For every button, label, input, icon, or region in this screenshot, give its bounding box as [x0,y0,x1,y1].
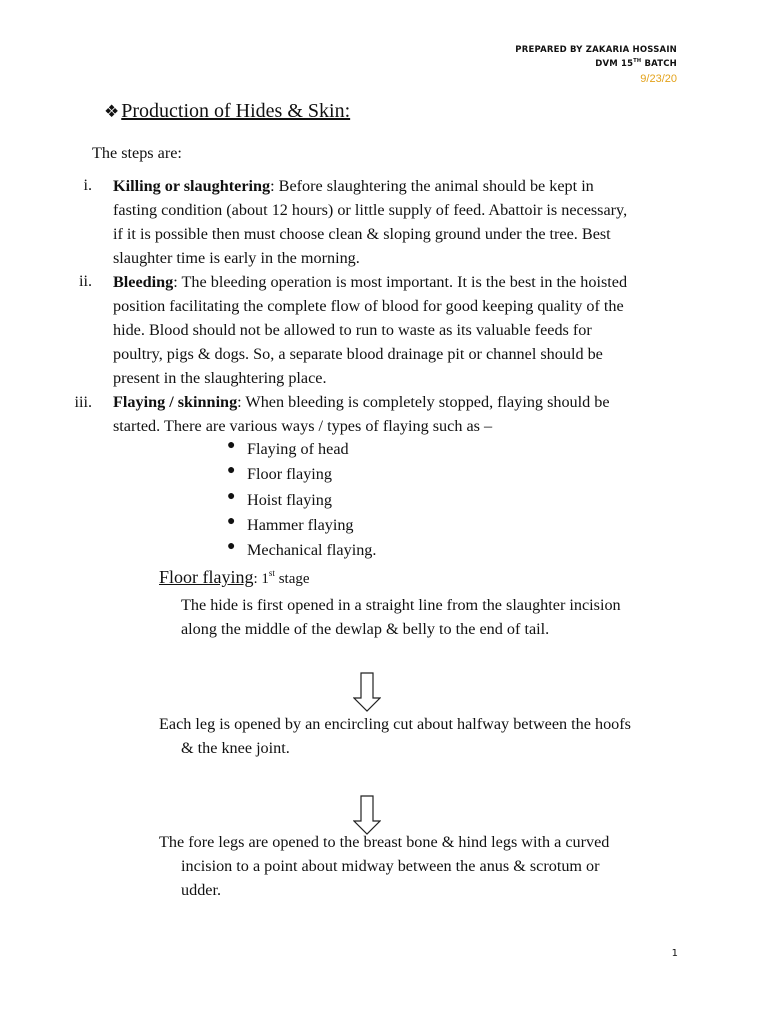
list-item [227,489,332,510]
step-text: : Before slaughtering the animal should be kept in [270,177,594,195]
step-numeral: ii. [78,272,92,290]
step-line: slaughter time is early in the morning. [113,249,360,267]
batch-line [595,58,677,69]
bullet-dot-icon: ● [227,514,236,529]
step-line: fasting condition (about 12 hours) or little supply of feed. Abattoir is necessary, [113,201,628,219]
step-line: hide. Blood should not be allowed to run to waste as its valuable feeds for [113,321,592,339]
batch-prefix: DVM 15 [595,58,634,69]
down-arrow-icon [353,795,381,835]
step-term: Bleeding [113,273,174,291]
list-item [227,438,349,459]
list-item-text: Hoist flaying [247,491,332,509]
batch-suffix: BATCH [641,58,677,69]
list-item-text: Mechanical flaying. [247,541,377,559]
header-date: 9/23/20 [640,73,677,85]
flaying-step-line: udder. [181,881,222,899]
flaying-step-line: The fore legs are opened to the breast bone & hind legs with a curved [159,833,610,851]
step-line [113,270,627,294]
bullet-dot-icon: ● [227,463,236,478]
bullet-dot-icon: ● [227,539,236,554]
stage-sup: st [268,568,275,578]
step-term: Killing or slaughtering [113,177,271,195]
flaying-step-line: & the knee joint. [181,739,290,757]
floor-flaying-heading [159,567,310,588]
intro-text: The steps are: [92,144,182,162]
step-term: Flaying / skinning [113,393,238,411]
list-item-text: Flaying of head [247,440,349,458]
flaying-step-line: incision to a point about midway between the anus & scrotum or [181,857,600,875]
page-title [104,100,350,123]
list-item [227,539,377,560]
list-item-text: Hammer flaying [247,516,354,534]
floor-flaying-label: Floor flaying [159,567,254,587]
batch-sup: TH [633,58,642,64]
bullet-dot-icon: ● [227,438,236,453]
flaying-step-line: The hide is first opened in a straight line from the slaughter incision [181,596,621,614]
step-line: present in the slaughtering place. [113,369,327,387]
list-item-text: Floor flaying [247,465,332,483]
flaying-step-line: Each leg is opened by an encircling cut about halfway between the hoofs [159,715,631,733]
diamond-bullet-icon: ❖ [104,102,120,121]
step-line: position facilitating the complete flow of blood for good keeping quality of the [113,297,624,315]
prepared-by: PREPARED BY ZAKARIA HOSSAIN [515,45,677,55]
list-item [227,514,354,535]
down-arrow-icon [353,672,381,712]
step-line: if it is possible then must choose clean & sloping ground under the tree. Best [113,225,611,243]
stage-prefix: : 1 [253,571,269,587]
step-text: : When bleeding is completely stopped, flaying should be [237,393,610,411]
title-text: Production of Hides & Skin: [121,100,351,122]
step-line: started. There are various ways / types of flaying such as – [113,417,493,435]
step-numeral: i. [83,176,92,194]
page-number: 1 [671,948,678,959]
stage-suffix: stage [274,571,310,587]
step-line [113,390,610,414]
step-text: : The bleeding operation is most important. It is the best in the hoisted [173,273,628,291]
list-item [227,463,332,484]
step-numeral: iii. [74,393,92,411]
step-line: poultry, pigs & dogs. So, a separate blood drainage pit or channel should be [113,345,603,363]
step-line [113,174,594,198]
bullet-dot-icon: ● [227,489,236,504]
flaying-step-line: along the middle of the dewlap & belly to the end of tail. [181,620,550,638]
